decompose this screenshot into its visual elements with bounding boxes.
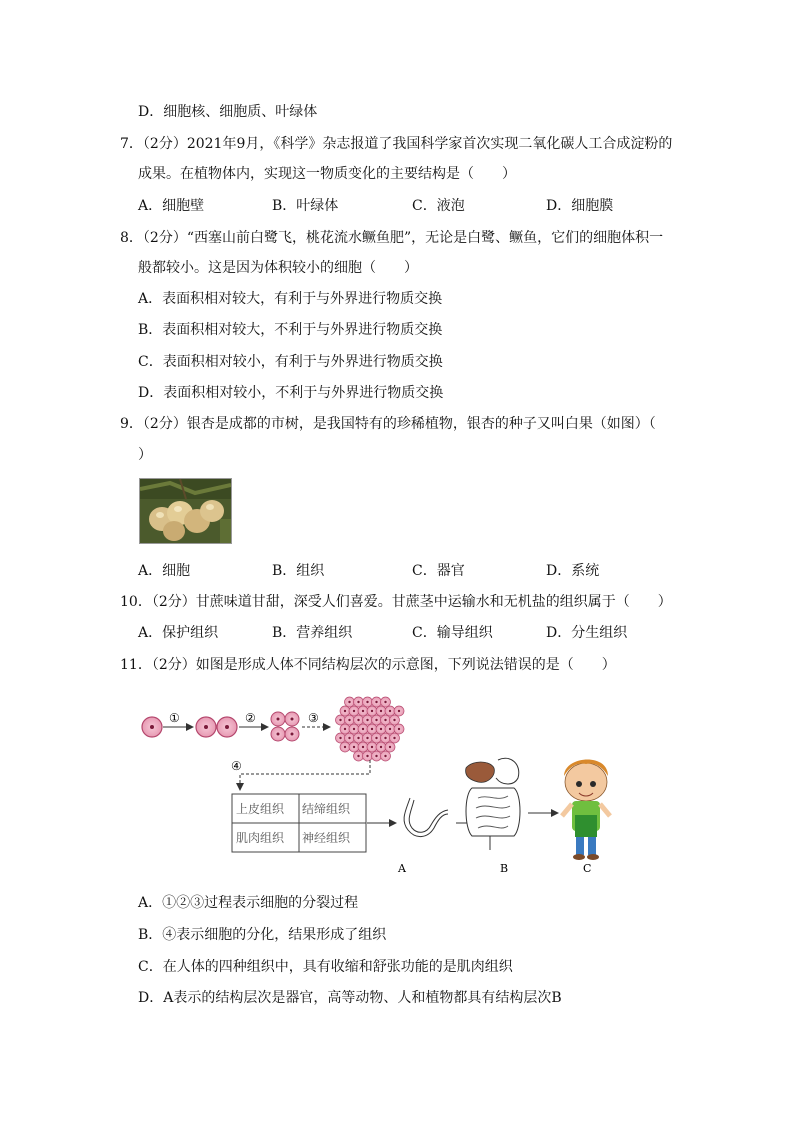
cluster-cell-nucleus (375, 755, 377, 757)
q11-stem-line1: 11．（2分）如图是形成人体不同结构层次的示意图，下列说法错误的是（ ） (120, 657, 616, 673)
label-a: A (398, 862, 406, 875)
q9-stem-line1: 9．（2分）银杏是成都的市树，是我国特有的珍稀植物，银杏的种子又叫白果（如图）（ (120, 416, 656, 432)
cluster-cell-nucleus (339, 719, 341, 721)
organ-stomach-a (404, 798, 448, 837)
cluster-cell-nucleus (357, 701, 359, 703)
q11-option-d: D．A表示的结构层次是器官，高等动物、人和植物都具有结构层次B (138, 990, 562, 1006)
ginkgo-seed-photo (139, 478, 232, 544)
cluster-cell-nucleus (353, 710, 355, 712)
cluster-cell-nucleus (398, 728, 400, 730)
cluster-cell-nucleus (398, 710, 400, 712)
q6-option-d: D．细胞核、细胞质、叶绿体 (138, 104, 318, 120)
q8-option-d: D．表面积相对较小，不利于与外界进行物质交换 (138, 385, 444, 401)
q7-stem-line1: 7．（2分）2021年9月，《科学》杂志报道了我国科学家首次实现二氧化碳人工合成淀粉的 (120, 136, 673, 152)
q8-stem-line2: 般都较小。这是因为体积较小的细胞（ ） (138, 260, 418, 276)
cluster-cell-nucleus (384, 701, 386, 703)
cluster-cell-nucleus (366, 719, 368, 721)
cluster-cell-nucleus (375, 701, 377, 703)
cluster-cell-nucleus (366, 701, 368, 703)
q11-option-a: A．①②③过程表示细胞的分裂过程 (138, 895, 359, 911)
cluster-cell-nucleus (366, 737, 368, 739)
q9-option-b: B．组织 (272, 563, 325, 579)
cluster-cell-nucleus (371, 710, 373, 712)
cluster-cell-nucleus (357, 719, 359, 721)
cluster-cell-nucleus (393, 737, 395, 739)
four-cells (271, 712, 299, 741)
cell-cluster (336, 697, 405, 761)
step3-label: ③ (308, 711, 319, 725)
tissue-connective: 结缔组织 (302, 802, 351, 816)
cluster-cell-nucleus (384, 737, 386, 739)
tissue-nerve: 神经组织 (302, 831, 351, 845)
cluster-cell-nucleus (384, 719, 386, 721)
q7-stem-line2: 成果。在植物体内，实现这一物质变化的主要结构是（ ） (138, 166, 516, 182)
cluster-cell-nucleus (375, 737, 377, 739)
cluster-cell-nucleus (357, 755, 359, 757)
q10-option-b: B．营养组织 (272, 625, 353, 641)
q11-option-b: B．④表示细胞的分化，结果形成了组织 (138, 927, 387, 943)
q8-option-c: C．表面积相对较小，有利于与外界进行物质交换 (138, 354, 443, 370)
q10-option-d: D．分生组织 (546, 625, 628, 641)
q9-stem-line2: ） (138, 447, 152, 463)
cluster-cell-nucleus (357, 737, 359, 739)
digestive-system-b (466, 758, 520, 850)
two-cells (196, 717, 237, 737)
q10-option-a: A．保护组织 (138, 625, 219, 641)
q7-option-d: D．细胞膜 (546, 198, 614, 214)
cluster-cell-nucleus (384, 755, 386, 757)
cluster-cell-nucleus (348, 719, 350, 721)
q10-option-c: C．输导组织 (412, 625, 493, 641)
step1-label: ① (169, 711, 180, 725)
cluster-cell-nucleus (344, 728, 346, 730)
cluster-cell-nucleus (380, 710, 382, 712)
cluster-cell-nucleus (371, 746, 373, 748)
q11-option-c: C．在人体的四种组织中，具有收缩和舒张功能的是肌肉组织 (138, 959, 513, 975)
q10-stem-line1: 10．（2分）甘蔗味道甘甜，深受人们喜爱。甘蔗茎中运输水和无机盐的组织属于（ ） (120, 594, 672, 610)
arrow-step4 (240, 760, 370, 790)
q7-option-b: B．叶绿体 (272, 198, 339, 214)
cluster-cell-nucleus (344, 710, 346, 712)
q7-option-c: C．液泡 (412, 198, 465, 214)
cluster-cell-nucleus (380, 746, 382, 748)
cluster-cell-nucleus (371, 728, 373, 730)
cluster-cell-nucleus (366, 755, 368, 757)
cluster-cell-nucleus (344, 746, 346, 748)
cluster-cell-nucleus (353, 746, 355, 748)
cluster-cell-nucleus (353, 728, 355, 730)
q9-option-c: C．器官 (412, 563, 465, 579)
cluster-cell-nucleus (362, 728, 364, 730)
cluster-cell-nucleus (362, 710, 364, 712)
q9-option-a: A．细胞 (138, 563, 191, 579)
step4-label: ④ (231, 759, 242, 773)
label-c: C (583, 862, 592, 875)
single-cell (142, 717, 162, 737)
q9-option-d: D．系统 (546, 563, 600, 579)
cluster-cell-nucleus (380, 728, 382, 730)
step2-label: ② (245, 711, 256, 725)
cluster-cell-nucleus (389, 746, 391, 748)
cartoon-boy-c (562, 759, 610, 860)
label-b: B (500, 862, 509, 875)
tissue-muscle: 肌肉组织 (236, 831, 285, 845)
tissue-epithelial: 上皮组织 (236, 802, 285, 816)
cluster-cell-nucleus (348, 737, 350, 739)
cluster-cell-nucleus (339, 737, 341, 739)
cluster-cell-nucleus (348, 701, 350, 703)
cluster-cell-nucleus (389, 728, 391, 730)
cluster-cell-nucleus (389, 710, 391, 712)
q8-option-a: A．表面积相对较大，有利于与外界进行物质交换 (138, 291, 443, 307)
q8-stem-line1: 8．（2分）“西塞山前白鹭飞，桃花流水鳜鱼肥”，无论是白鹭、鳜鱼，它们的细胞体积一 (120, 230, 664, 246)
q8-option-b: B．表面积相对较大，不利于与外界进行物质交换 (138, 322, 443, 338)
body-structure-levels-diagram (138, 690, 618, 880)
tissue-table (232, 794, 366, 852)
cluster-cell-nucleus (362, 746, 364, 748)
cluster-cell-nucleus (393, 719, 395, 721)
q7-option-a: A．细胞壁 (138, 198, 205, 214)
cluster-cell-nucleus (375, 719, 377, 721)
